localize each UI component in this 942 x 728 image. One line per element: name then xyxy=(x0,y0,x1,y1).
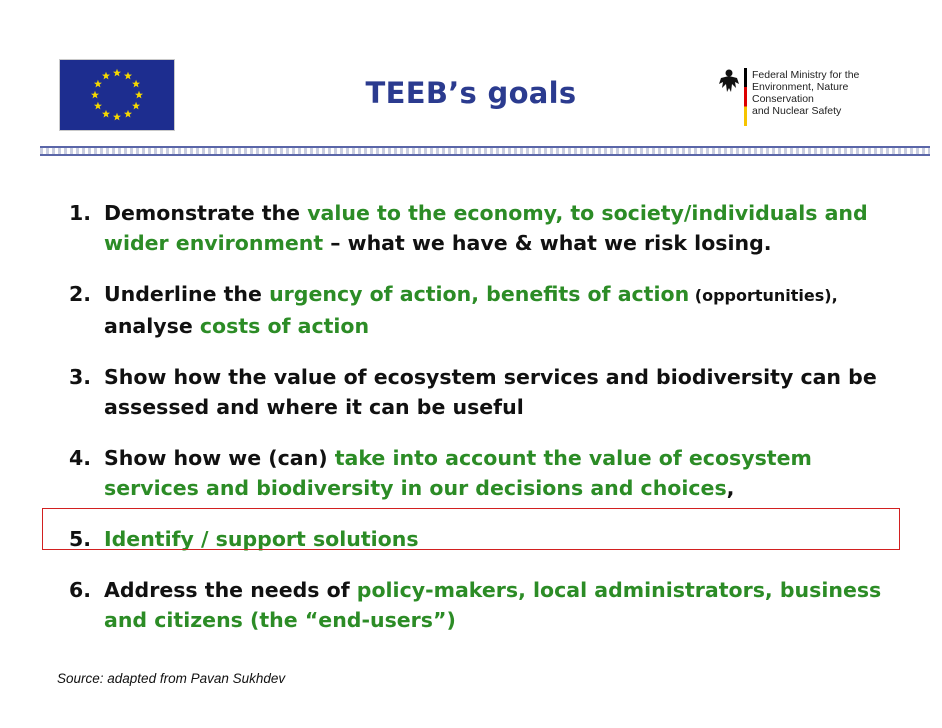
goal-text: Demonstrate the xyxy=(104,201,308,225)
source-note: Source: adapted from Pavan Sukhdev xyxy=(57,671,286,686)
header-divider xyxy=(40,146,930,156)
goal-text: analyse xyxy=(104,314,200,338)
ministry-name xyxy=(752,69,898,117)
goal-text: Address the needs of xyxy=(104,578,357,602)
goal-item xyxy=(64,362,894,422)
federal-eagle-icon xyxy=(718,68,740,96)
german-flag-bar xyxy=(744,68,747,126)
goal-text: Show how the value of ecosystem services and biodiversity can be assessed and where it can be useful xyxy=(104,365,877,419)
ministry-line: and Nuclear Safety xyxy=(752,105,842,117)
ministry-logo xyxy=(718,68,898,128)
eu-star-icon xyxy=(113,113,121,121)
goal-text: – what we have & what we risk losing. xyxy=(323,231,772,255)
goal-item xyxy=(64,575,894,635)
goal-number: 2. xyxy=(69,282,92,306)
goal-highlight-text: policy-makers, local administrators, business and citizens (the “end-users”) xyxy=(104,578,882,632)
ministry-line: Environment, Nature Conservation xyxy=(752,81,849,105)
goal-highlight-text: costs of action xyxy=(199,314,370,338)
eu-star-icon xyxy=(124,110,132,118)
goal-highlight-text: take into account the value of ecosystem services and biodiversity in our decisions and choices xyxy=(104,446,812,500)
goal-text: Underline the xyxy=(104,282,270,306)
goal-number: 4. xyxy=(69,446,92,470)
goal-highlight-text: Identify / support solutions xyxy=(104,527,419,551)
goal-number: 5. xyxy=(69,527,92,551)
goals-list xyxy=(64,198,894,656)
goal-number: 6. xyxy=(69,578,92,602)
goal-number: 3. xyxy=(69,365,92,389)
goal-5-highlight-box xyxy=(42,508,900,550)
goal-number: 1. xyxy=(69,201,92,225)
goal-text: (opportunities), xyxy=(689,286,838,305)
ministry-line: Federal Ministry for the xyxy=(752,69,860,81)
eu-star-icon xyxy=(102,110,110,118)
goal-highlight-text: value to the economy, to society/individuals and wider environment xyxy=(104,201,868,255)
goal-item xyxy=(64,198,894,258)
goal-highlight-text: urgency of action, benefits of action xyxy=(269,282,690,306)
goal-text: , xyxy=(726,476,735,500)
page-title: TEEB’s goals xyxy=(365,76,577,110)
goal-item xyxy=(64,279,894,341)
goal-item xyxy=(64,443,894,503)
goal-text: Show how we (can) xyxy=(104,446,335,470)
